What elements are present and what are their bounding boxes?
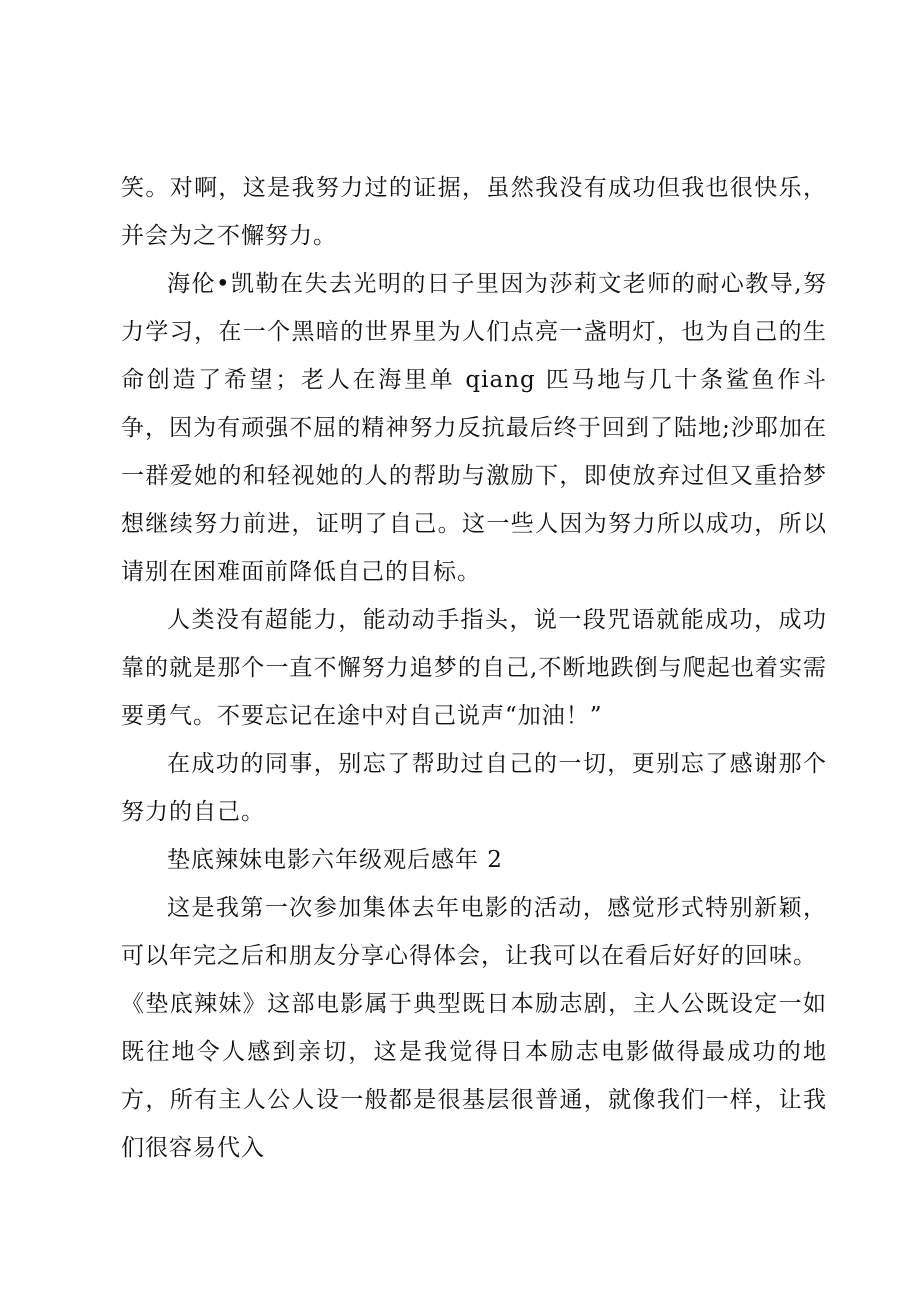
- document-body: [121, 164, 827, 1172]
- paragraph: 《垫底辣妹》这部电影属于典型既日本励志剧，主人公既设定一如既往地令人感到亲切，这是我觉得日本励志电影做得最成功的地方，所有主人公人设一般都是很基层很普通，就像我们一样，让我们很容易代入: [121, 991, 827, 1161]
- paragraph: 人类没有超能力，能动动手指头，说一段咒语就能成功，成功靠的就是那个一直不懈努力追梦的自己,不断地跌倒与爬起也着实需要勇气。不要忘记在途中对自己说声“加油！”: [121, 607, 827, 729]
- paragraph: 笑。对啊，这是我努力过的证据，虽然我没有成功但我也很快乐，并会为之不懈努力。: [121, 175, 827, 249]
- paragraph: 海伦•凯勒在失去光明的日子里因为莎莉文老师的耐心教导,努力学习，在一个黑暗的世界里为人们点亮一盏明灯，也为自己的生命创造了希望；老人在海里单 qiang 匹马地与几十条鲨鱼作斗争，因为有顽强不屈的精神努力反抗最后终于回到了陆地;沙耶加在一群爱她的和轻视她的人的帮助与激励下，即使放弃过但又重拾梦想继续努力前进，证明了自己。这一些人因为努力所以成功，所以请别在困难面前降低自己的目标。: [121, 271, 827, 585]
- paragraph: 在成功的同事，别忘了帮助过自己的一切，更别忘了感谢那个努力的自己。: [121, 751, 827, 825]
- paragraph: 这是我第一次参加集体去年电影的活动，感觉形式特别新颖，可以年完之后和朋友分享心得体会，让我可以在看后好好的回味。: [121, 895, 827, 969]
- section-heading: 垫底辣妹电影六年级观后感年 2: [167, 847, 503, 873]
